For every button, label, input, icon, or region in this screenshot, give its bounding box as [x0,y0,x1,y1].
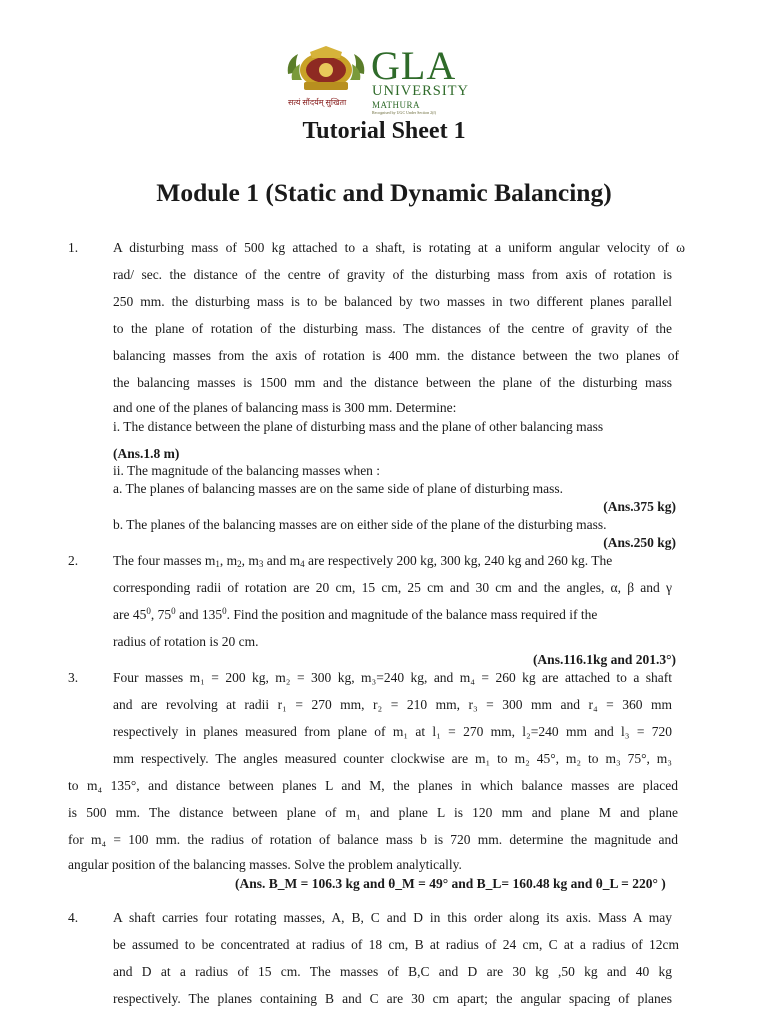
q4-line: respectively. The planes containing B and C are 30 cm apart; the angular spacing of planes [113,991,672,1006]
question-number: 1. [68,240,79,255]
q3-line: for m₄ = 100 mm. the radius of rotation of balance mass b is 720 mm. determine the magnitude and [68,832,678,847]
q1-line: the balancing masses is 1500 mm and the distance between the plane of the disturbing mass [113,375,672,390]
q1-answer-b: (Ans.250 kg) [603,535,676,550]
q2-line: are $45^0$, $75^0$ and $135^0$. Find the position and magnitude of the balance mass required if the [113,606,598,622]
q3-line: respectively in planes measured from plane of m₁ at l₁ = 270 mm, l₂=240 mm and l₃ = 720 [113,724,672,739]
q1-part-ii: ii. The magnitude of the balancing masses when : [113,463,381,478]
gla-university-logo [284,44,474,120]
q1-line: balancing masses from the axis of rotation is 400 mm. the distance between the two planes of [113,348,679,363]
q3-line: mm respectively. The angles measured counter clockwise are m₁ to m₂ 45°, m₂ to m₃ 75°, m₃ [113,751,672,766]
q1-line: and one of the planes of balancing mass is 300 mm. Determine: [113,400,457,415]
q1-line: rad/ sec. the distance of the centre of gravity of the disturbing mass from axis of rotation is [113,267,672,282]
university-crest-icon [284,44,368,100]
logo-motto: सत्यं सौंदर्यम् सुखिता [288,98,347,107]
q2-line: The four masses $m_1$, $m_2$, $m_3$ and $m_4$ are respectively 200 kg, 300 kg, 240 kg and 260 kg. The [113,553,613,569]
logo-university: UNIVERSITY [372,83,469,99]
q1-answer-a: (Ans.375 kg) [603,499,676,514]
q3-line: angular position of the balancing masses. Solve the problem analytically. [68,857,462,872]
q4-line: A shaft carries four rotating masses, A, B, C and D in this order along its axis. Mass A may [113,910,672,925]
q1-line: 250 mm. the disturbing mass is to be balanced by two masses in two different planes parallel [113,294,672,309]
logo-tagline: Recognised by UGC Under Section 2(f) [372,110,437,115]
question-number: 2. [68,553,79,568]
question-number: 4. [68,910,79,925]
q3-line: and are revolving at radii r₁ = 270 mm, r₂ = 210 mm, r₃ = 300 mm and r₄ = 360 mm [113,697,672,712]
q4-line: be assumed to be concentrated at radius of 18 cm, B at radius of 24 cm, C at a radius of 12cm [113,937,679,952]
q3-line: to m₄ 135°, and distance between planes L and M, the planes in which balance masses are placed [68,778,678,793]
q2-line: corresponding radii of rotation are 20 cm, 15 cm, 25 cm and 30 cm and the angles, α, β and γ [113,580,672,595]
q2-line: radius of rotation is 20 cm. [113,634,259,649]
logo-city: MATHURA [372,100,421,110]
q1-line: to the plane of rotation of the disturbing mass. The distances of the centre of gravity of the [113,321,672,336]
module-heading: Module 1 (Static and Dynamic Balancing) [156,178,612,207]
q1-part-i: i. The distance between the plane of disturbing mass and the plane of other balancing mass [113,419,604,434]
page-title: Tutorial Sheet 1 [302,118,466,144]
q3-line: Four masses m₁ = 200 kg, m₂ = 300 kg, m₃=240 kg, and m₄ = 260 kg are attached to a shaft [113,670,672,685]
logo-name: GLA [371,43,457,88]
q1-part-a: a. The planes of balancing masses are on the same side of plane of disturbing mass. [113,481,564,496]
q1-line: A disturbing mass of 500 kg attached to a shaft, is rotating at a uniform angular velocity of ω [113,240,685,255]
q3-line: is 500 mm. The distance between plane of m₁ and plane L is 120 mm and plane M and plane [68,805,678,820]
q1-part-b: b. The planes of the balancing masses are on either side of the plane of the disturbing mass. [113,517,607,532]
q3-answer: (Ans. B_M = 106.3 kg and θ_M = 49° and B_L= 160.48 kg and θ_L = 220° ) [235,876,666,891]
q2-answer: (Ans.116.1kg and 201.3°) [532,652,676,667]
question-number: 3. [68,670,79,685]
q1-answer-i: (Ans.1.8 m) [113,446,180,461]
q4-line: and D at a radius of 15 cm. The masses of B,C and D are 30 kg ,50 kg and 40 kg [113,964,672,979]
